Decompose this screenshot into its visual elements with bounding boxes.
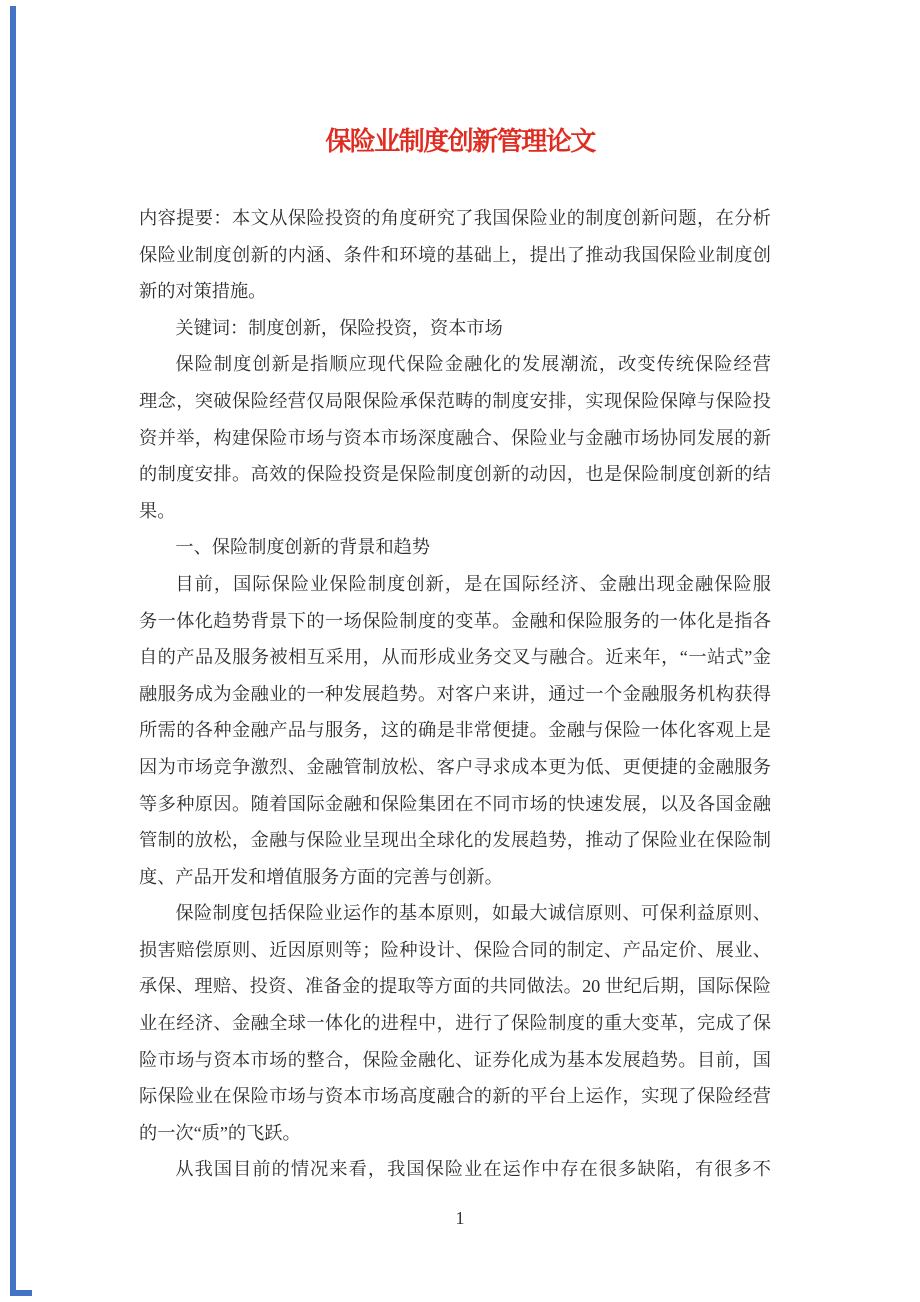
body-line: 损害赔偿原则、近因原则等；险种设计、保险合同的制定、产品定价、展业、 <box>139 939 771 960</box>
body-line: 管制的放松，金融与保险业呈现出全球化的发展趋势，推动了保险业在保险制 <box>139 830 771 851</box>
body-text <box>139 200 771 1188</box>
body-line: 的一次“质”的飞跃。 <box>139 1122 301 1143</box>
body-line: 等多种原因。随着国际金融和保险集团在不同市场的快速发展，以及各国金融 <box>139 793 771 814</box>
page-edge-border-left <box>10 6 16 1296</box>
body-line: 果。 <box>139 500 176 521</box>
body-line: 承保、理赔、投资、准备金的提取等方面的共同做法。20 世纪后期，国际保险 <box>139 976 771 997</box>
body-line: 资并举，构建保险市场与资本市场深度融合、保险业与金融市场协同发展的新 <box>139 427 771 448</box>
body-line: 从我国目前的情况来看，我国保险业在运作中存在很多缺陷，有很多不 <box>175 1159 771 1180</box>
body-line: 理念，突破保险经营仅局限保险承保范畴的制度安排，实现保险保障与保险投 <box>139 390 771 411</box>
body-line: 内容提要：本文从保险投资的角度研究了我国保险业的制度创新问题，在分析 <box>139 208 771 228</box>
body-line: 保险业制度创新的内涵、条件和环境的基础上，提出了推动我国保险业制度创 <box>139 244 771 265</box>
body-line: 际保险业在保险市场与资本市场高度融合的新的平台上运作，实现了保险经营 <box>139 1086 771 1107</box>
body-line: 险市场与资本市场的整合，保险金融化、证券化成为基本发展趋势。目前，国 <box>139 1049 771 1070</box>
body-line: 的制度安排。高效的保险投资是保险制度创新的动因，也是保险制度创新的结 <box>139 464 771 485</box>
document-title: 保险业制度创新管理论文 <box>325 127 595 157</box>
body-line: 一、保险制度创新的背景和趋势 <box>175 537 431 558</box>
body-line: 度、产品开发和增值服务方面的完善与创新。 <box>139 866 503 887</box>
page-number: 1 <box>455 1208 465 1228</box>
body-line: 关键词：制度创新，保险投资，资本市场 <box>175 317 503 338</box>
body-line: 务一体化趋势背景下的一场保险制度的变革。金融和保险服务的一体化是指各 <box>139 610 771 631</box>
page-edge-border-bottom-corner <box>10 1290 32 1296</box>
body-line: 因为市场竞争激烈、金融管制放松、客户寻求成本更为低、更便捷的金融服务 <box>139 756 771 777</box>
body-line: 新的对策措施。 <box>139 281 267 302</box>
body-line: 融服务成为金融业的一种发展趋势。对客户来讲，通过一个金融服务机构获得 <box>139 683 771 704</box>
body-line: 自的产品及服务被相互采用，从而形成业务交叉与融合。近来年，“一站式”金 <box>139 647 771 668</box>
body-line: 目前，国际保险业保险制度创新，是在国际经济、金融出现金融保险服 <box>175 573 771 594</box>
body-line: 保险制度创新是指顺应现代保险金融化的发展潮流，改变传统保险经营 <box>175 354 771 375</box>
body-line: 保险制度包括保险业运作的基本原则，如最大诚信原则、可保利益原则、 <box>175 903 771 924</box>
body-line: 所需的各种金融产品与服务，这的确是非常便捷。金融与保险一体化客观上是 <box>139 720 771 741</box>
body-line: 业在经济、金融全球一体化的进程中，进行了保险制度的重大变革，完成了保 <box>139 1013 771 1034</box>
